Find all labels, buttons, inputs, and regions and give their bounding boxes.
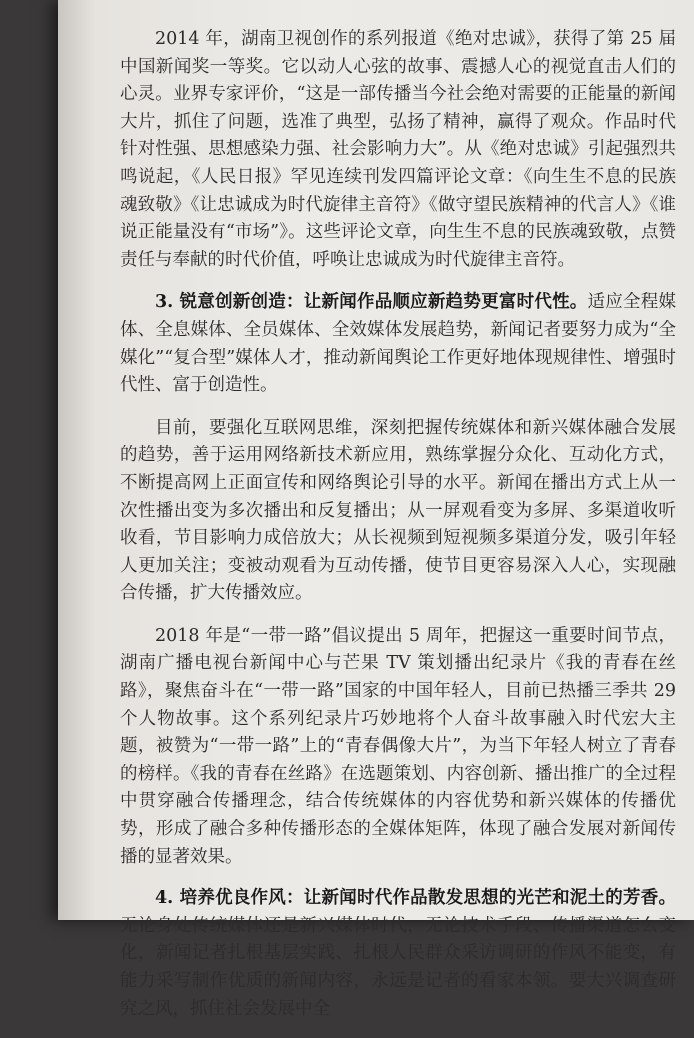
book-page (58, 0, 694, 1019)
paragraph-section-4 (120, 885, 676, 1023)
paragraph-section-3 (120, 289, 676, 399)
paragraph-belt-and-road (120, 623, 676, 871)
paragraph-internet-thinking (120, 415, 676, 608)
paragraph-text: 适应全程媒体、全息媒体、全员媒体、全效媒体发展趋势，新闻记者要努力成为“全媒化”“复合型”媒体人才，推动新闻舆论工作更好地体现规律性、增强时代性、富于创造性。 (120, 292, 676, 396)
section-heading: 4. 培养优良作风：让新闻时代作品散发思想的光芒和泥土的芳香。 (155, 888, 676, 909)
paragraph-text: 目前，要强化互联网思维，深刻把握传统媒体和新兴媒体融合发展的趋势，善于运用网络新技术新应用，熟练掌握分众化、互动化方式，不断提高网上正面宣传和网络舆论引导的水平。新闻在播出方式上从一次性播出变为多次播出和反复播出；从一屏观看变为多屏、多渠道收听收看，节目影响力成倍放大；从长视频到短视频多渠道分发，吸引年轻人更加关注；变被动观看为互动传播，使节目更容易深入人心，实现融合传播，扩大传播效应。 (120, 417, 676, 604)
section-heading: 3. 锐意创新创造：让新闻作品顺应新趋势更富时代性。 (155, 292, 588, 313)
paragraph-jueduizhongcheng (120, 26, 676, 274)
paragraph-text: 2014 年，湖南卫视创作的系列报道《绝对忠诚》，获得了第 25 届中国新闻奖一等奖。它以动人心弦的故事、震撼人心的视觉直击人们的心灵。业界专家评价，“这是一部传播当今社会绝对需要的正能量的新闻大片，抓住了问题，选准了典型，弘扬了精神，赢得了观众。作品时代针对性强、思想感染力强、社会影响力大”。从《绝对忠诚》引起强烈共鸣说起，《人民日报》罕见连续刊发四篇评论文章：《向生生不息的民族魂致敬》《让忠诚成为时代旋律主音符》《做守望民族精神的代言人》《谁说正能量没有“市场”》。这些评论文章，向生生不息的民族魂致敬，点赞责任与奉献的时代价值，呼唤让忠诚成为时代旋律主音符。 (120, 29, 676, 270)
paragraph-text: 2018 年是“一带一路”倡议提出 5 周年，把握这一重要时间节点，湖南广播电视台新闻中心与芒果 TV 策划播出纪录片《我的青春在丝路》，聚焦奋斗在“一带一路”国家的中国年轻人，目前已热播三季共 29 个人物故事。这个系列纪录片巧妙地将个人奋斗故事融入时代宏大主题，被赞为“一带一路”上的“青春偶像大片”，为当下年轻人树立了青春的榜样。《我的青春在丝路》在选题策划、内容创新、播出推广的全过程中贯穿融合传播理念，结合传统媒体的内容优势和新兴媒体的传播优势，形成了融合多种传播形态的全媒体矩阵，体现了融合发展对新闻传播的显著效果。 (120, 625, 676, 867)
page-body (120, 26, 676, 1038)
paragraph-text: 无论身处传统媒体还是新兴媒体时代，无论技术手段、传播渠道怎么变化，新闻记者扎根基层实践、扎根人民群众采访调研的作风不能变，有能力采写制作优质的新闻内容，永远是记者的看家本领。要大兴调查研究之风，抓住社会发展中全 (120, 915, 676, 1019)
